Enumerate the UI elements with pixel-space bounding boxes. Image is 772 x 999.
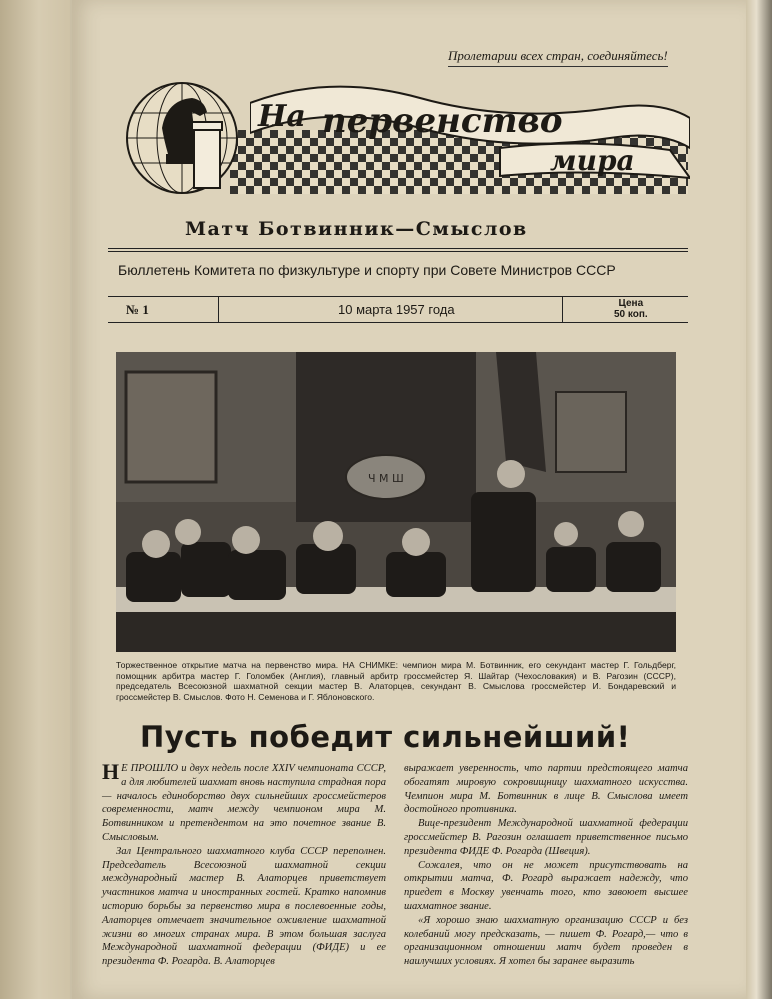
match-title: Матч Ботвинник—Смыслов bbox=[185, 218, 528, 240]
photo-scene bbox=[116, 352, 676, 652]
column-separator bbox=[218, 296, 219, 322]
paragraph-text: Е ПРОШЛО и двух недель после XXIV чемпионата СССР, а для любителей шахмат вновь наступила страдная пора — началось единоборство двух сильнейших гроссмейстеров современности, матч между чемпионом мира М. Ботвинником и претендентом на это почетное звание В. Смысловым. bbox=[102, 763, 386, 843]
issue-price bbox=[614, 298, 648, 320]
rule-divider bbox=[108, 248, 688, 249]
price-label: Цена bbox=[618, 298, 644, 309]
price-value: 50 коп. bbox=[614, 309, 648, 320]
issue-info-bar bbox=[108, 296, 688, 322]
masthead-word-2: первенство bbox=[322, 101, 563, 141]
slogan: Пролетарии всех стран, соединяйтесь! bbox=[448, 48, 668, 67]
paragraph: выражает уверенность, что партии предстоящего матча обогатят мировую сокровищницу шахматного искусства. Чемпион мира М. Ботвинник в лице В. Смыслова имеет достойного противника. bbox=[404, 763, 688, 816]
paragraph bbox=[102, 759, 386, 845]
rule-divider bbox=[108, 296, 688, 297]
paragraph: Сожалея, что он не может присутствовать на открытии матча, Ф. Рогард выражает надежду, что приедет в Москву увенчать того, кто завоюет высшее шахматное звание. bbox=[404, 859, 688, 912]
photo-caption: Торжественное открытие матча на первенство мира. НА СНИМКЕ: чемпион мира М. Ботвинник, его секундант мастер Г. Гольдберг, помощник арбитра мастер Г. Голомбек (Англия), главный арбитр гроссмейстер Я. Шайтар (Чехословакия) и В. Рагозин (СССР), председатель Всесоюзной шахматной секции мастер В. Алаторцев, секундант В. Смыслова гроссмейстер И. Бондаревский и гроссмейстер В. Смыслов. Фото Н. Семенова и Г. Яблоновского. bbox=[116, 660, 676, 702]
article-column-1 bbox=[102, 759, 386, 969]
masthead bbox=[110, 70, 688, 200]
issue-number: № 1 bbox=[126, 302, 149, 317]
binding-edge bbox=[0, 0, 70, 999]
paragraph: «Я хорошо знаю шахматную организацию СССР и без колебаний могу предсказать, — пишет Ф. Рогард,— что в организационном отношении матч будет проведен в наилучших условиях. Я хотел бы заранее выразить bbox=[404, 914, 688, 968]
dropcap: Н bbox=[102, 759, 120, 784]
issue-date: 10 марта 1957 года bbox=[338, 302, 455, 317]
photo-banner-text: Ч М Ш bbox=[368, 472, 404, 485]
globe-chess-knight-emblem bbox=[122, 78, 242, 198]
article-headline: Пусть победит сильнейший! bbox=[140, 720, 631, 754]
title-ribbon bbox=[250, 78, 690, 188]
book-spine bbox=[746, 0, 772, 999]
paragraph: Зал Центрального шахматного клуба СССР переполнен. Председатель Всесоюзной шахматной секции международный мастер В. Алаторцев приветствует участников матча и иностранных гостей. Кратко напомнив историю борьбы за первенство мира в послевоенные годы, Алаторцев отмечает значительное оживление шахматной жизни во многих странах мира. В этом большая заслуга Международной шахматной федерации (ФИДЕ) и ее президента Ф. Рогарда. В. Алаторцев bbox=[102, 845, 386, 968]
article-column-2 bbox=[404, 762, 688, 969]
ceremony-photo bbox=[116, 352, 676, 652]
column-separator bbox=[562, 296, 563, 322]
rule-divider bbox=[108, 251, 688, 252]
masthead-word-1: На bbox=[258, 99, 306, 134]
bulletin-subtitle: Бюллетень Комитета по физкультуре и спорту при Совете Министров СССР bbox=[118, 262, 616, 278]
rule-divider bbox=[108, 322, 688, 323]
paragraph: Вице-президент Международной шахматной федерации гроссмейстер В. Рагозин оглашает приветственное письмо президента ФИДЕ Ф. Рогарда (Швеция). bbox=[404, 818, 688, 857]
masthead-word-3: мира bbox=[550, 144, 635, 177]
